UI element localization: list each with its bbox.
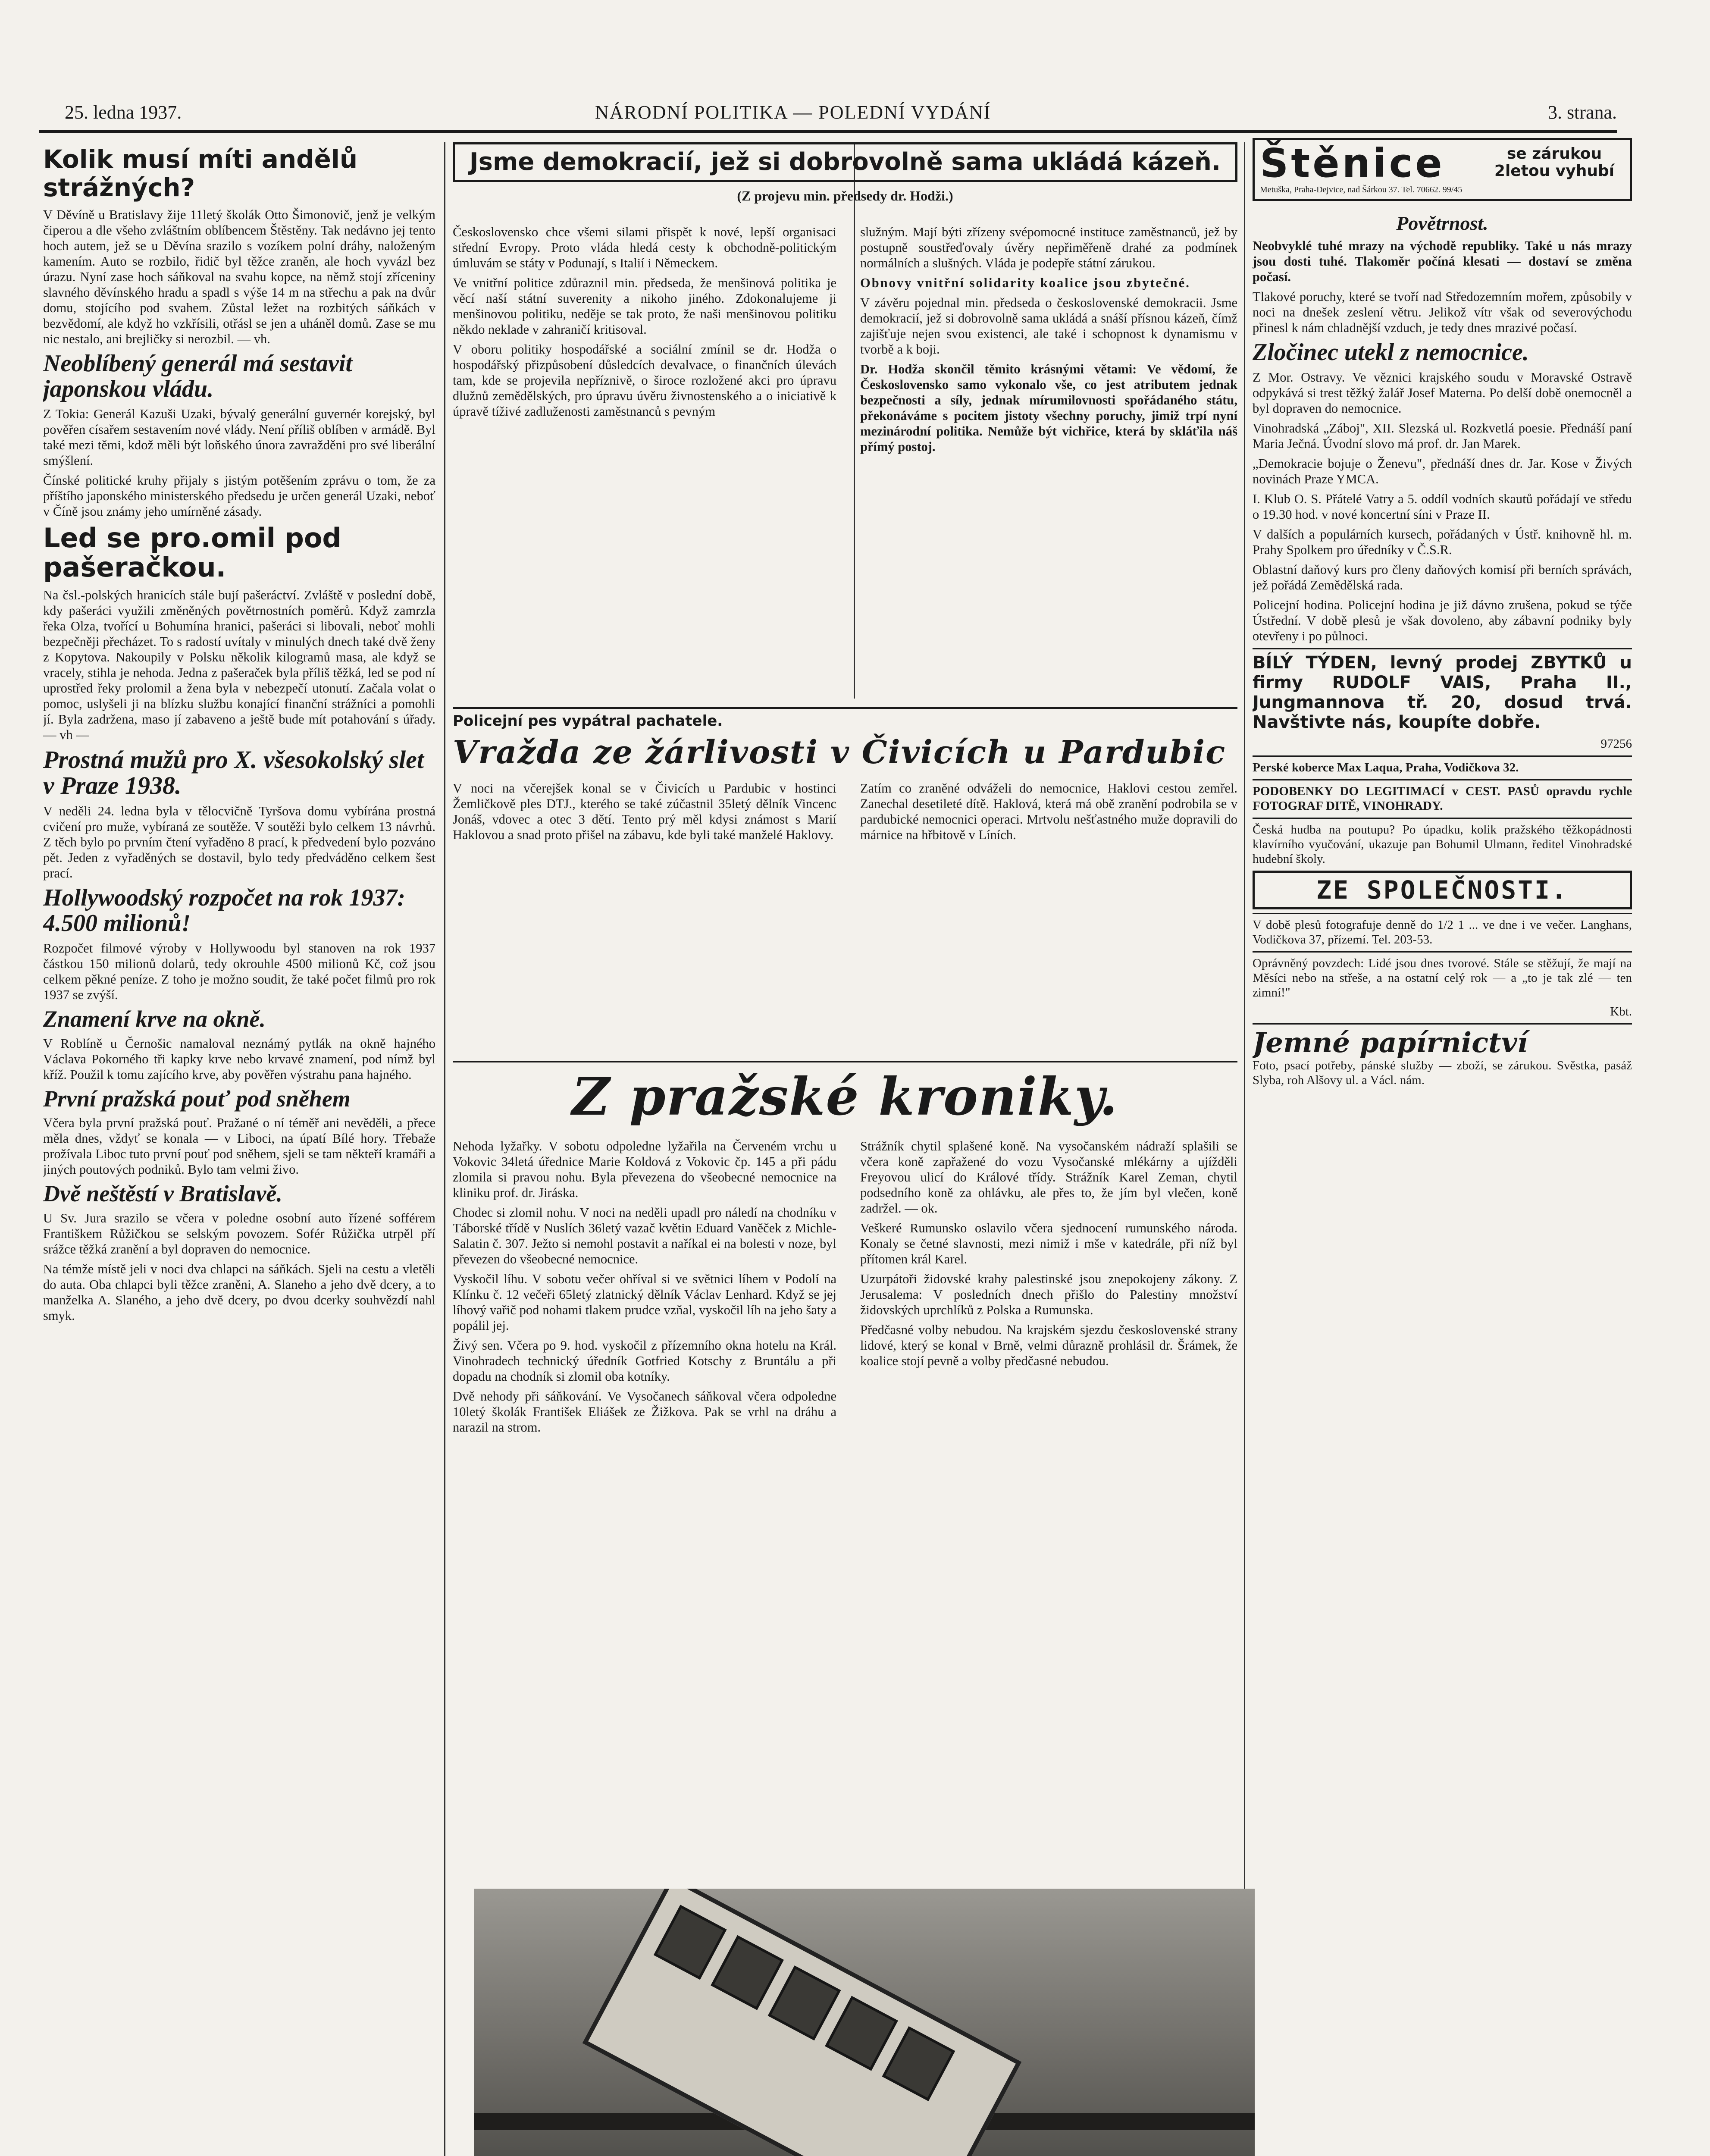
hodza-p7: Dr. Hodža skončil těmito krásnými větami: Ve vědomí, že Československo samo vykonalo vše, co jest atributem jednak bezpečnosti a síly, jednak mírumilovnosti spořádaného státu, překonáváme s pocitem jistoty všechny poruchy, jimiž trpí nyní mezinárodní politika. Nemůže být vichřice, která by skláťila náš přímý postoj. xyxy=(860,362,1237,454)
headline-general: Neoblíbený generál má sestavit japonskou vládu. xyxy=(43,350,353,402)
ad-bily-tyden-code: 97256 xyxy=(1600,737,1632,751)
photo-tram-window xyxy=(882,2026,955,2101)
ad-laqua-text: Perské koberce Max Laqua, Praha, Vodičkova 32. xyxy=(1253,761,1519,775)
article-pout-body: Včera byla první pražská pouť. Pražané o ní téměř ani nevěděli, a přece měla dnes, vždyť se konala — v Liboci, na úpatí Bílé hory. Třebaže prožívala Liboc tuto první pouť pod sněhem, sjeli se tam někteří kramáři a jiných poutových podniků. Bylo tam velmi živo. xyxy=(43,1116,435,1177)
column-rule-1 xyxy=(444,142,445,2156)
ad-stenice xyxy=(1253,138,1632,201)
ad-papirnictvi-text: Foto, psací potřeby, pánské služby — zboží, se zárukou. Svěstka, pasáž Slyba, roh Alšovy ul. a Václ. nám. xyxy=(1253,1059,1632,1087)
ad-povzdech-text: Oprávněný povzdech: Lidé jsou dnes tvorové. Stále se stěžují, že mají na Měsíci nebo na střeše, a na ostatní celý rok — a „to je tak zlé — ten zimní!" xyxy=(1253,956,1632,1000)
headline-andelu: Kolik musí míti andělů strážných? xyxy=(43,144,358,202)
headline-znameni: Znamení krve na okně. xyxy=(43,1006,266,1032)
kronika-a-4: Živý sen. Včera po 9. hod. vyskočil z přízemního okna hotelu na Král. Vinohradech technický úředník Gotfried Kotschy z Bruntálu a při dopadu na chodník si zlomil oba kotníky. xyxy=(453,1338,836,1384)
ad-podobenky-text: PODOBENKY DO LEGITIMACÍ v CEST. PASŮ opravdu rychle FOTOGRAF DITĚ, VINOHRADY. xyxy=(1253,784,1632,813)
notice-kursy: V dalších a populárních kursech, pořádaných v Ústř. knihovně hl. m. Prahy Spolkem pro úředníky v Č.S.R. xyxy=(1253,527,1632,558)
headline-vrazda: Vražda ze žárlivosti v Čivicích u Pardubic xyxy=(453,734,1226,771)
subheadline-hodza: (Z projevu min. předsedy dr. Hodži.) xyxy=(737,188,953,204)
article-bratislava-body-1: U Sv. Jura srazilo se včera v poledne osobní auto řízené sofférem Františkem Růžičkou se selským povozem. Sofér Růžička utrpěl pří srážce těžká zranění a byl dopraven do nemocnice. xyxy=(43,1211,435,1257)
vrazda-p2: Zatím co zraněné odváželi do nemocnice, Haklovi cestou zemřel. Zanechal desetileté dítě. Haklová, která má obě zranění podrobila se v pardubické nemocnici operaci. Mrtvolu nešťastného muže dopravili do márnice na hřbitově v Líních. xyxy=(860,781,1237,842)
article-hodza xyxy=(453,142,1237,703)
article-znameni-body: V Roblíně u Černošic namaloval neznámý pytlák na okně hajného Václava Pokorného tři kapky krve nebo krvavé znamení, pod nímž byl kříž. Použil k tomu zajícího krve, aby pověřen výstrahu pana hajného. xyxy=(43,1036,435,1082)
ad-langhans-text: V době plesů fotografuje denně do 1/2 1 ... ve dne i ve večer. Langhans, Vodičkova 37, přízemí. Tel. 203-53. xyxy=(1253,918,1632,947)
column-1 xyxy=(43,142,435,2156)
vrazda-col-a xyxy=(453,780,836,847)
article-bratislava-body-2: Na témže místě jeli v noci dva chlapci na sáňkách. Sjeli na cestu a vletěli do auta. Oba chlapci byli těžce zraněni, A. Slaneho a jeho dvě dcery, a to manželka A. Slaného, a jeho dvě dcery, po dvou dcerky souhvězdí nahl smyk. xyxy=(43,1262,435,1323)
header-date: 25. ledna 1937. xyxy=(65,102,182,123)
ad-stenice-tagline: se zárukou 2letou vyhubí xyxy=(1494,145,1615,180)
kronika-b-3: Uzurpátoři židovské krahy palestinské jsou znepokojeny zákony. Z Jerusalema: V posledních dnech přišlo do Palestiny množství židovských uprchlíků z Polska a Rumunska. xyxy=(860,1272,1237,1317)
hodza-p5: Obnovy vnitřní solidarity koalice jsou zbytečné. xyxy=(860,276,1190,290)
ad-papirnictvi xyxy=(1253,1023,1632,1087)
article-general-body-2: Čínské politické kruhy přijaly s jistým potěšením zprávu o tom, že za příštího japonského ministerského předsedu je určen generál Uzaki, neboť v Číně jsou známy jeho umírněné zásady. xyxy=(43,473,435,519)
column-5 xyxy=(1253,138,1632,2156)
hodza-col-a xyxy=(453,224,836,423)
zlocinec-body: Z Mor. Ostravy. Ve věznici krajského soudu v Moravské Ostravě odpykává si trest těžký žalář Josef Materna. Po delší době onemocněl a byl dopraven do nemocnice. xyxy=(1253,370,1632,416)
headline-bratislava: Dvě neštěstí v Bratislavě. xyxy=(43,1181,282,1207)
header-page-number: 3. strana. xyxy=(1547,102,1617,123)
ad-papirnictvi-title: Jemné papírnictví xyxy=(1253,1027,1528,1059)
kronika-b-4: Předčasné volby nebudou. Na krajském sjezdu československé strany lidové, který se konal v Brně, velmi důrazně prohlásil dr. Šrámek, že koalice stojí pevně a volby předčasné nebudou. xyxy=(860,1322,1237,1368)
article-andelu-body: V Děvíně u Bratislavy žije 11letý školák Otto Šimonovič, jenž je velkým čiperou a dle všeho zvláštním oblíbencem Štěstěny. Tak nedávno jej tento hoch autem, jež se u Děvína srazilo s vozíkem polní dráhy, naloženým kamením. Auto se rozbilo, řidič byl těžce zraněn, ale hoch vyvázl bez úrazu. Nyní zase hoch sáňkoval na svahu kopce, na němž stojí zříceniny slavného děvínského hradu a spadl s výše 14 m na střechu a pak na dvůr domu, stojícího pod svahem. Zůstal ležet na rozbitých sáňkách v bezvědomí, ale když ho vzkřísili, otřásl se jen a uháněl domů. Zase se mu nic nestalo, ani brejličky si nerozbil. — vh. xyxy=(43,207,435,346)
notice-policejni-hodina: Policejní hodina. Policejní hodina je již dávno zrušena, pokud se týče Ústřední. V době plesů je však dovoleno, aby zábavní podniky byly otevřeny i po půlnoci. xyxy=(1253,598,1632,644)
hodza-p3: V oboru politiky hospodářské a sociální zmínil se dr. Hodža o hospodářský přizpůsobení důsledcích devalvace, o finančních úlevách tam, kde se projevila nepříznivě, o široce rozložené akci pro úpravu dlužnů zemědělských, pro úpravu úvěru živnostenského a o iniciativě k úpravě tíživé zadluženosti zaměstnanců s pevným xyxy=(453,342,836,419)
notice-demokracie: „Demokracie bojuje o Ženevu", přednáší dnes dr. Jar. Kose v Živých novinách Praze YMCA. xyxy=(1253,456,1632,487)
section-kronika xyxy=(453,1061,1237,1880)
headline-zlocinec: Zločinec utekl z nemocnice. xyxy=(1253,339,1529,366)
ad-hudba-text: Česká hudba na poutupu? Po úpadku, kolik pražského těžkopádnosti klavírního vyučování, ukazuje pan Bohumil Ulmann, ředitel Vinohradské hudební školy. xyxy=(1253,823,1632,866)
hodza-p4: služným. Mají býti zřízeny svépomocné instituce zaměstnanců, jež by postupně soustřeďovaly úvěry nepřiměřeně drahé za podmínek normálních a slušných. Vláda je podepře státní zárukou. xyxy=(860,225,1237,270)
article-hollywood-body: Rozpočet filmové výroby v Hollywoodu byl stanoven na rok 1937 částkou 150 milionů dolarů, tedy okrouhle 4500 milionů Kč, což jsou celkem pěkné peníze. Z toho je možno soudit, že také počet filmů pro rok 1937 se zvýší. xyxy=(43,940,435,1002)
kronika-b-1: Strážník chytil splašené koně. Na vysočanském nádraží splašili se včera koně zapřažené do vozu Vysočanské mlékárny a ujížděli Freyovou ulicí do Králové třídy. Strážník Karel Zeman, chytil podsedního koně za ohlávku, ale přes to, že jím byl vlečen, koně zadržel. — ok. xyxy=(860,1139,1237,1216)
headline-kronika: Z pražské kroniky. xyxy=(453,1061,1237,1127)
povetrnost-body: Tlakové poruchy, které se tvoří nad Středozemním mořem, způsobily v noci na dnešek zeslení větru. Jelikož vítr však od severovýchodu přinesl k nám chladnější vzduch, je tedy dnes mrazivé počasí. xyxy=(1253,289,1632,335)
headline-prostna: Prostná mužů pro X. všesokolský slet v Praze 1938. xyxy=(43,745,424,800)
ad-bily-tyden xyxy=(1253,648,1632,751)
article-general-body-1: Z Tokia: Generál Kazuši Uzaki, bývalý generální guvernér korejský, byl pověřen císařem sestavením nové vlády. Není příliš oblíben v armádě. Byl také mezi těmi, kdož měli být loňského února zavražděni pro své liberální smýšlení. xyxy=(43,406,435,468)
header-title: NÁRODNÍ POLITIKA — POLEDNÍ VYDÁNÍ xyxy=(595,102,991,123)
tag-policejni-pes: Policejní pes vypátral pachatele. xyxy=(453,707,1237,730)
headline-povetrnost: Povětrnost. xyxy=(1396,212,1488,234)
section-ze-spolecnosti xyxy=(1253,871,1632,909)
kronika-a-2: Chodec si zlomil nohu. V noci na neděli upadl pro náledí na chodníku v Táborské třídě v Nuslích 36letý vazač květin Eduard Vaněček z Michle-Salatin č. 307. Ježto si nemohl postavit a naříkal ei na bolesti v noze, byl převezen do všeobecné nemocnice. xyxy=(453,1205,836,1266)
kronika-a-5: Dvě nehody při sáňkování. Ve Vysočanech sáňkoval včera odpoledne 10letý školák František Eliášek ze Žižkova. Pak se vrhl na dráhu a narazil na strom. xyxy=(453,1389,836,1435)
hodza-p6: V závěru pojednal min. předseda o československé demokracii. Jsme demokracií, jež si dobrovolně sama ukládá a snáší přísnou kázeň, čímž zajišťuje nejen svou existenci, ale také i schopnost k dynamismu v tvorbě a k boji. xyxy=(860,295,1237,357)
photo-tram-window xyxy=(825,1996,898,2071)
notice-zaboj: Vinohradská „Záboj", XII. Slezská ul. Rozkvetlá poesie. Přednáší paní Maria Ječná. Úvodní slovo má prof. dr. Jan Marek. xyxy=(1253,421,1632,451)
article-prostna-body: V neděli 24. ledna byla v tělocvičně Tyršova domu vybírána prostná cvičení pro muže, vybíraná ze soutěže. V soutěži bylo celkem 13 návrhů. Z těch bylo po prvním čtení vyřaděno 8 prací, k předvedení bylo pozváno pět. Jeden z vyřaděných se dostavil, bylo tedy předváděno celkem šest prací. xyxy=(43,804,435,881)
kronika-col-b xyxy=(860,1138,1237,1373)
headline-hodza: Jsme demokracií, jež si dobrovolně sama ukládá kázeň. xyxy=(469,148,1221,176)
photo-tram-window xyxy=(654,1905,727,1980)
kronika-col-a xyxy=(453,1138,836,1439)
hodza-p1: Československo chce všemi silami přispět k nové, lepší organisaci střední Evropy. Proto vláda hledá cesty k obchodně-politickým úmluvám se státy v Podunají, s Italií i Německem. xyxy=(453,225,836,270)
notice-danovy-kurs: Oblastní daňový kurs pro členy daňových komisí při berních správách, jež pořádá Zemědělská rada. xyxy=(1253,562,1632,593)
ad-langhans xyxy=(1253,913,1632,947)
ad-stenice-address: Metuška, Praha-Dejvice, nad Šárkou 37. Tel. 70662. 99/45 xyxy=(1260,185,1463,194)
hodza-col-b xyxy=(860,224,1237,459)
tram-accident-photo xyxy=(474,1889,1255,2156)
headline-led: Led se pro.omil pod pašeračkou. xyxy=(43,522,341,583)
vrazda-col-b xyxy=(860,780,1237,847)
ad-hudba xyxy=(1253,818,1632,866)
photo-tram-window xyxy=(711,1935,784,2010)
header-rule xyxy=(39,130,1617,133)
kronika-a-1: Nehoda lyžařky. V sobotu odpoledne lyžařila na Červeném vrchu u Vokovic 34letá úřednice Marie Koldová z Vokovic čp. 145 a při pádu zlomila si pravou nohu. Byla převezena do všeobecné nemocnice na kliniku prof. dr. Jiráska. xyxy=(453,1139,836,1200)
headline-ze-spolecnosti: ZE SPOLEČNOSTI. xyxy=(1316,875,1568,905)
kronika-b-2: Veškeré Rumunsko oslavilo včera sjednocení rumunského národa. Konaly se četné slavnosti, mezi nimiž i mše v katedrále, při níž byl přítomen král Karel. xyxy=(860,1221,1237,1266)
ad-laqua xyxy=(1253,755,1632,775)
headline-hollywood: Hollywoodský rozpočet na rok 1937: 4.500 milionů! xyxy=(43,884,405,937)
headline-hodza-box xyxy=(453,142,1237,182)
photo-tram-window xyxy=(768,1965,841,2040)
notice-vatra: I. Klub O. S. Přátelé Vatry a 5. oddíl vodních skautů pořádají ve středu o 19.30 hod. v nové koncertní síni v Praze II. xyxy=(1253,492,1632,522)
column-rule-2 xyxy=(1244,142,1245,2156)
ad-stenice-brand: Štěnice xyxy=(1260,140,1445,186)
ad-bily-tyden-text: BÍLÝ TÝDEN, levný prodej ZBYTKŮ u firmy RUDOLF VAIS, Praha II., Jungmannova tř. 20, dosud trvá. Navštivte nás, koupíte dobře. xyxy=(1253,653,1632,733)
article-led-body: Na čsl.-polských hranicích stále bují pašeráctví. Zvláště v poslední době, kdy pašeráci využili změněných povětrnostních poměrů. Když zamrzla řeka Olza, tvořící u Bohumína hranici, pašeráci si libovali, neboť mohli bezpečněji přecházet. To s radostí uvítaly v minulých dnech také dvě ženy z Kopytova. Nakoupily v Polsku několik kilogramů masa, ale když se vracely, stihla je nehoda. Jedna z pašeraček byla příliš těžká, led se pod ní uprostřed řeky prolomil a žena byla v nebezpečí utonutí. Začala volat o pomoc, uslyšeli ji na blízku službu konající finanční strážníci a pomohli jí. Byla zadržena, maso jí zabaveno a ještě bude mít potahování s úřady. — vh — xyxy=(43,587,435,742)
page-header xyxy=(65,101,1617,127)
hodza-p2: Ve vnitřní politice zdůraznil min. předseda, že menšinová politika je věcí naší státní suverenity a nikoho jiného. Zdokonalujeme ji menšinovou politiku, neděje se tak proto, že naši menšinovou politiku někdo neklade v zahraničí kritisoval. xyxy=(453,276,836,337)
ad-podobenky xyxy=(1253,779,1632,813)
ad-povzdech xyxy=(1253,951,1632,1019)
kronika-a-3: Vyskočil líhu. V sobotu večer ohříval si ve světnici líhem v Podolí na Klínku č. 12 večeři 65letý zlatnický dělník Václav Lenhard. Když se jej líhový vařič pod nohami tlakem prudce vzňal, vyskočil líh na jeho šaty a popálil jej. xyxy=(453,1272,836,1333)
vrazda-p1: V noci na včerejšek konal se v Čivicích u Pardubic v hostinci Žemličkově ples DTJ., kterého se také zúčastnil 35letý dělník Vincenc Jonáš, vdovec a otec 3 dětí. Tento prý měl kdysi známost s Marií Haklovou a snad proto přišel na zábavu, kde byli také manželé Haklovy. xyxy=(453,781,836,842)
headline-pout: První pražská pouť pod sněhem xyxy=(43,1085,351,1112)
ad-povzdech-code: Kbt. xyxy=(1610,1005,1632,1019)
povetrnost-lead: Neobvyklé tuhé mrazy na východě republiky. Také u nás mrazy jsou dosti tuhé. Tlakoměr počíná klesati — dostaví se změna počasí. xyxy=(1253,238,1632,285)
